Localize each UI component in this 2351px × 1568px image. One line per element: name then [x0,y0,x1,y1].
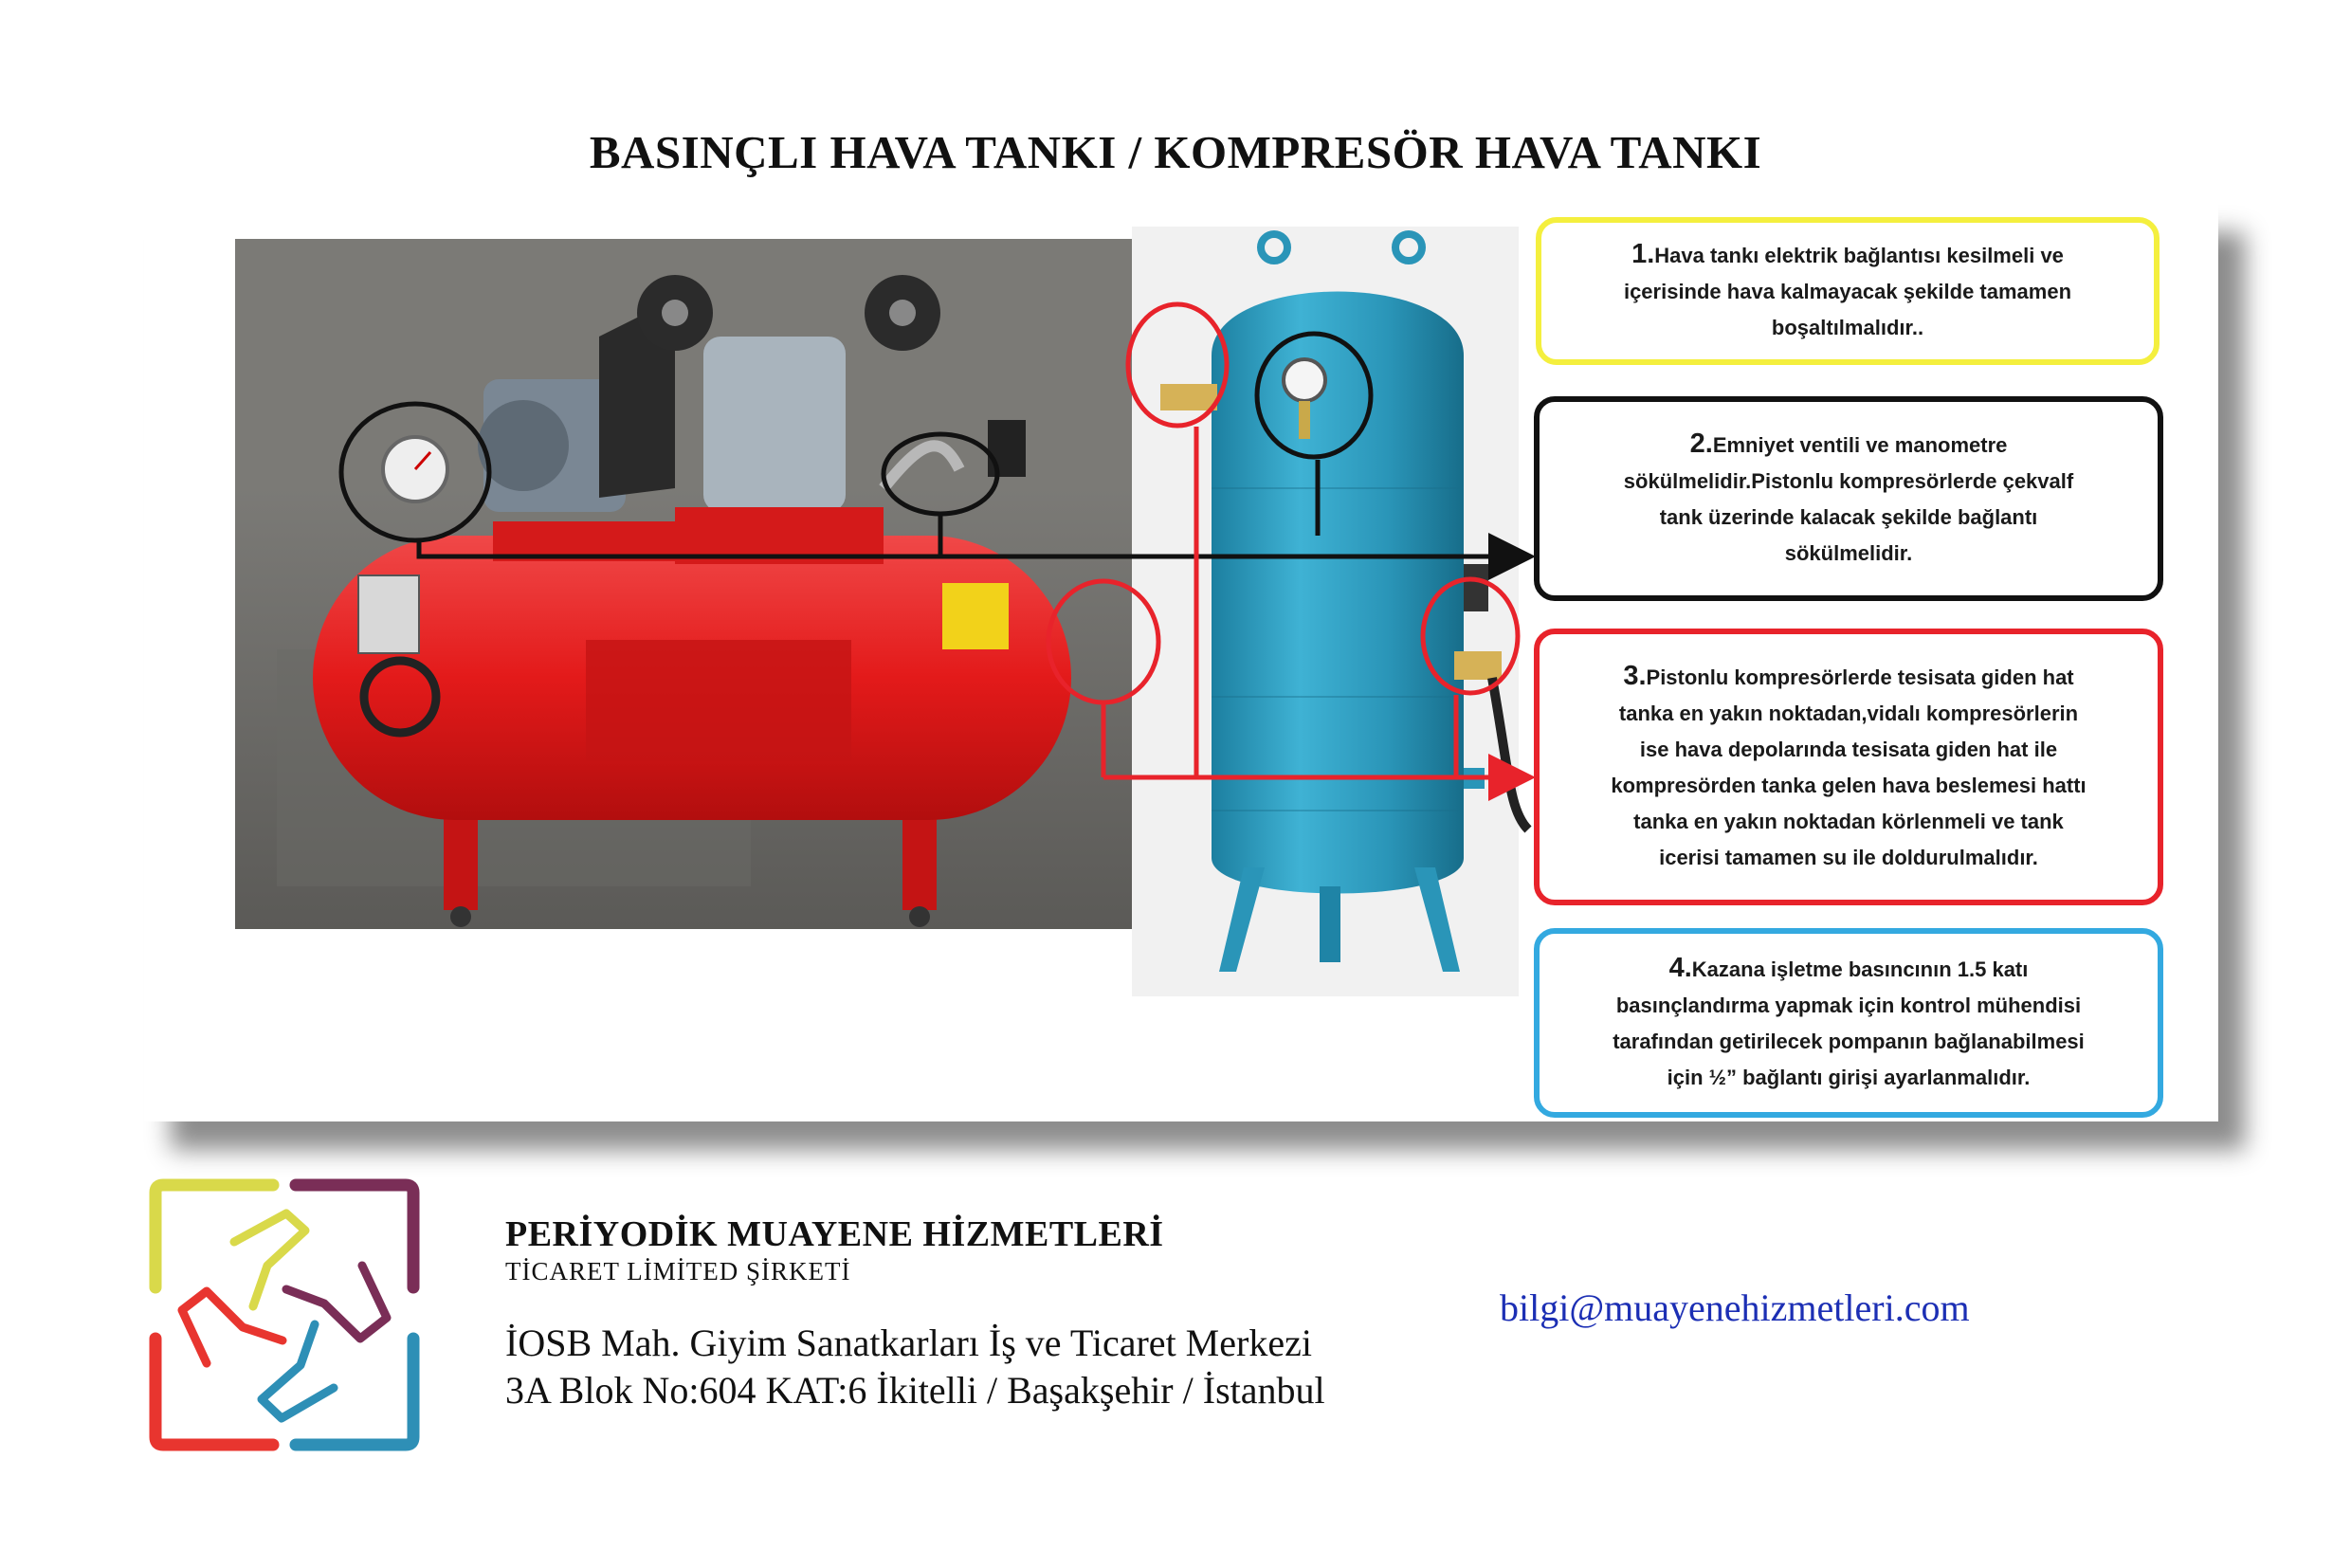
company-block [505,1213,1164,1286]
company-type: TİCARET LİMİTED ŞİRKETİ [505,1257,851,1285]
note-3-line: Pistonlu kompresörlerde tesisata giden hat [1646,665,2074,689]
note-3-number: 3. [1623,661,1647,691]
document-title: BASINÇLI HAVA TANKI / KOMPRESÖR HAVA TANKI [589,126,1762,178]
note-1-number: 1. [1631,239,1655,269]
note-1-yellow [1536,217,2160,365]
email-link[interactable]: bilgi@muayenehizmetleri.com [1500,1286,1970,1329]
note-1-line: Hava tankı elektrik bağlantısı kesilmeli ve [1654,244,2064,267]
note-4-line: tarafından getirilecek pompanın bağlanabilmesi [1613,1030,2085,1053]
illustration-panel [144,204,2218,1121]
company-address [505,1320,1325,1414]
note-4-line: basınçlandırma yapmak için kontrol mühendisi [1615,994,2082,1017]
note-3-line: tanka en yakın noktadan körlenmeli ve tank [1633,810,2064,833]
red-compressor-photo [235,239,1151,929]
note-2-number: 2. [1689,428,1713,459]
note-2-line: tank üzerinde kalacak şekilde bağlantı [1659,505,2038,529]
note-4-line: Kazana işletme basıncının 1.5 katı [1691,957,2029,981]
note-3-line: icerisi tamamen su ile doldurulmalıdır. [1659,846,2038,869]
note-3-line: ise hava depolarında tesisata giden hat ile [1639,738,2058,761]
note-4-blue [1534,928,2163,1118]
blue-tank-photo [1132,227,1528,996]
note-3-red [1534,629,2163,905]
note-3-line: kompresörden tanka gelen hava beslemesi hattı [1611,774,2087,797]
note-2-line: Emniyet ventili ve manometre [1712,433,2008,457]
address-line-1: İOSB Mah. Giyim Sanatkarları İş ve Ticaret Merkezi [505,1322,1312,1364]
note-1-line: boşaltılmalıdır.. [1771,316,1924,339]
note-4-line: için ½” bağlantı girişi ayarlanmalıdır. [1667,1066,2031,1089]
company-name: PERİYODİK MUAYENE HİZMETLERİ [505,1214,1164,1254]
note-1-line: içerisinde hava kalmayacak şekilde tamamen [1623,280,2072,303]
note-2-black [1534,396,2163,601]
note-4-number: 4. [1668,953,1692,983]
company-logo [144,1176,425,1454]
note-2-line: sökülmelidir. [1784,541,1913,565]
note-2-line: sökülmelidir.Pistonlu kompresörlerde çekvalf [1623,469,2074,493]
note-3-line: tanka en yakın noktadan,vidalı kompresörlerin [1618,702,2079,725]
address-line-2: 3A Blok No:604 KAT:6 İkitelli / Başakşehir / İstanbul [505,1369,1325,1412]
